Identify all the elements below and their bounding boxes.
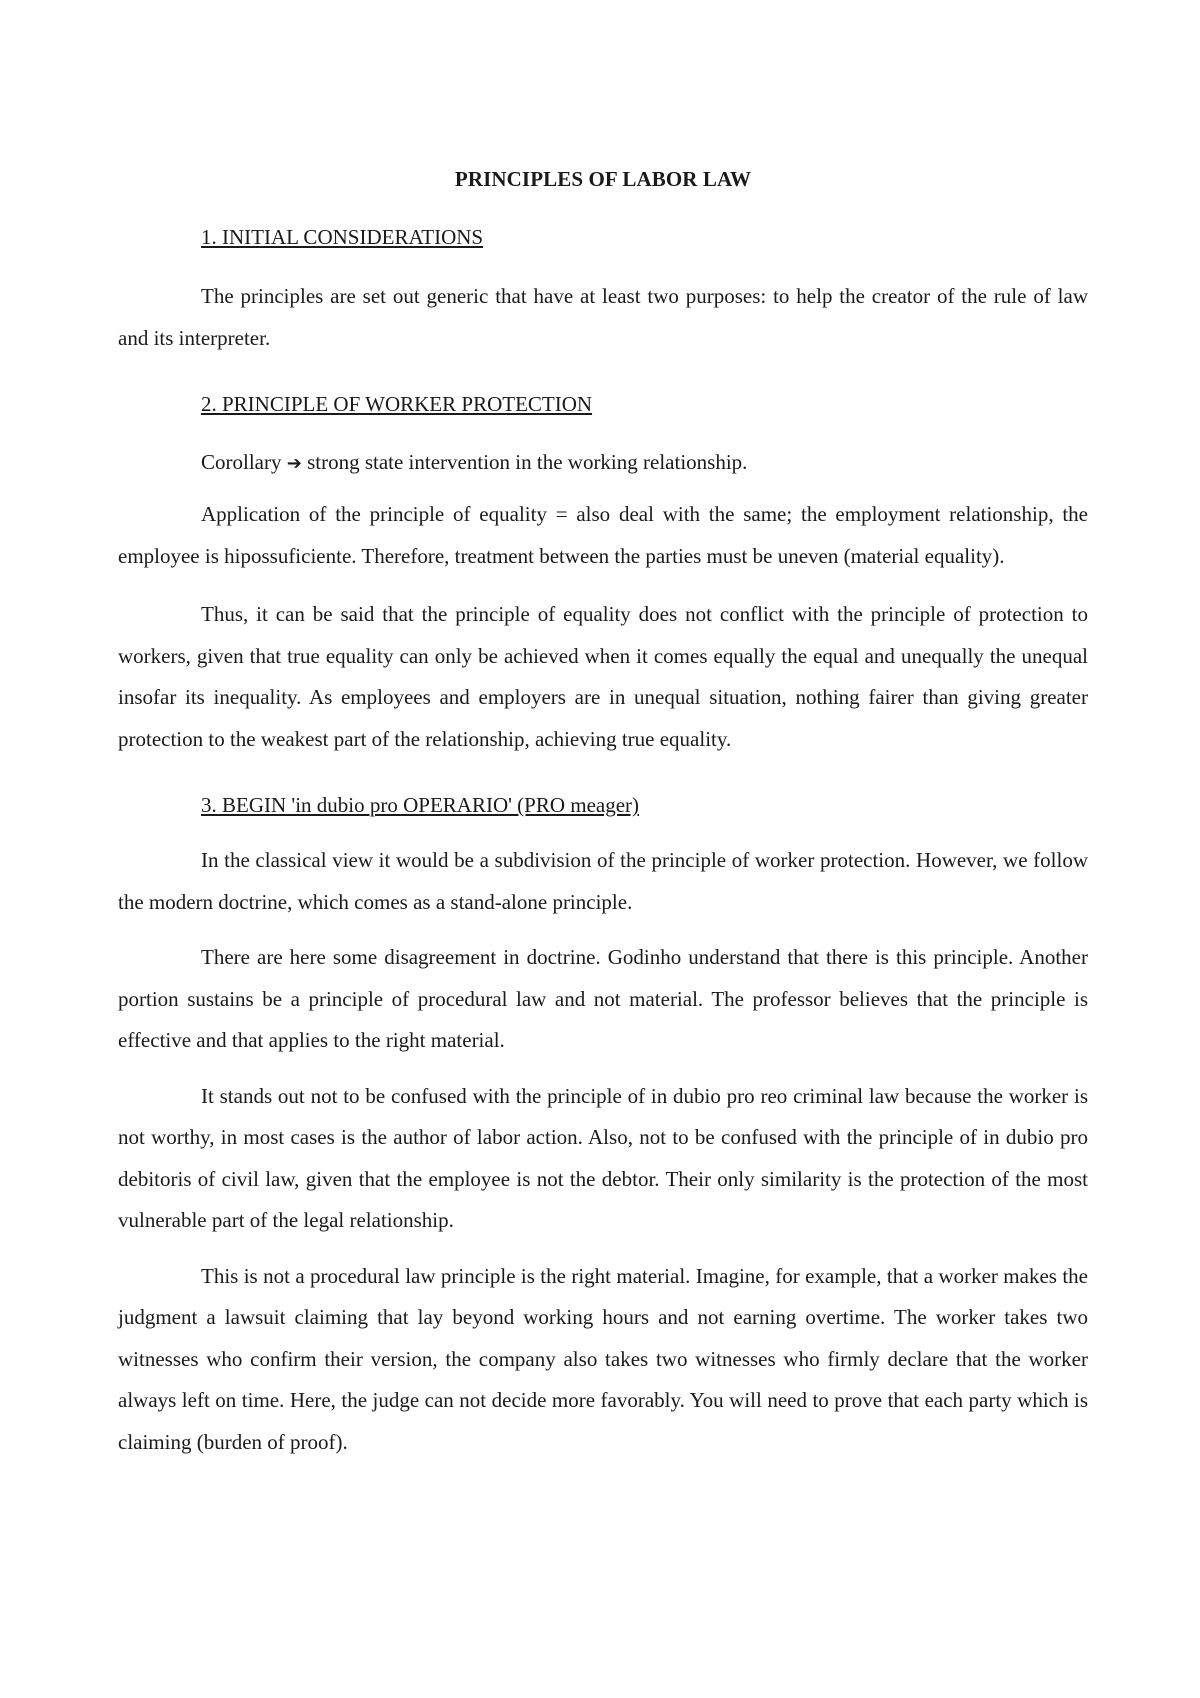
paragraph: It stands out not to be confused with the principle of in dubio pro reo criminal law because the worker is not worthy, in most cases is the author of labor action. Also, not to be confused with the principle of in dubio pro debitoris of civil law, given that the employee is not the debtor. Their only similarity is the protection of the most vulnerable part of the legal relationship.	[118, 1083, 1088, 1232]
document-title: PRINCIPLES OF LABOR LAW	[454, 167, 752, 191]
paragraph: In the classical view it would be a subdivision of the principle of worker protection. However, we follow the modern doctrine, which comes as a stand-alone principle.	[118, 848, 1088, 914]
section-heading-in-dubio-pro-operario: 3. BEGIN 'in dubio pro OPERARIO' (PRO meager)	[201, 793, 640, 817]
paragraph: Application of the principle of equality = also deal with the same; the employment relationship, the employee is hipossuficiente. Therefore, treatment between the parties must be uneven (material equality).	[118, 502, 1088, 568]
right-arrow-icon: ➔	[286, 453, 302, 474]
paragraph: There are here some disagreement in doctrine. Godinho understand that there is this principle. Another portion sustains be a principle of procedural law and not material. The professor believes that the principle is effective and that applies to the right material.	[118, 945, 1088, 1052]
corollary-line	[118, 449, 1088, 477]
corollary-lead: Corollary	[201, 450, 282, 474]
corollary-text: strong state intervention in the working relationship.	[307, 450, 748, 474]
section-heading-initial-considerations: 1. INITIAL CONSIDERATIONS	[201, 225, 484, 249]
paragraph: Thus, it can be said that the principle of equality does not conflict with the principle of protection to workers, given that true equality can only be achieved when it comes equally the equal and unequally the unequal insofar its inequality. As employees and employers are in unequal situation, nothing fairer than giving greater protection to the weakest part of the relationship, achieving true equality.	[118, 602, 1088, 751]
document-body	[118, 166, 1088, 1463]
section-heading-worker-protection: 2. PRINCIPLE OF WORKER PROTECTION	[201, 392, 593, 416]
paragraph: This is not a procedural law principle is the right material. Imagine, for example, that a worker makes the judgment a lawsuit claiming that lay beyond working hours and not earning overtime. The worker takes two witnesses who confirm their version, the company also takes two witnesses who firmly declare that the worker always left on time. Here, the judge can not decide more favorably. You will need to prove that each party which is claiming (burden of proof).	[118, 1263, 1088, 1454]
paragraph: The principles are set out generic that have at least two purposes: to help the creator of the rule of law and its interpreter.	[118, 284, 1088, 350]
